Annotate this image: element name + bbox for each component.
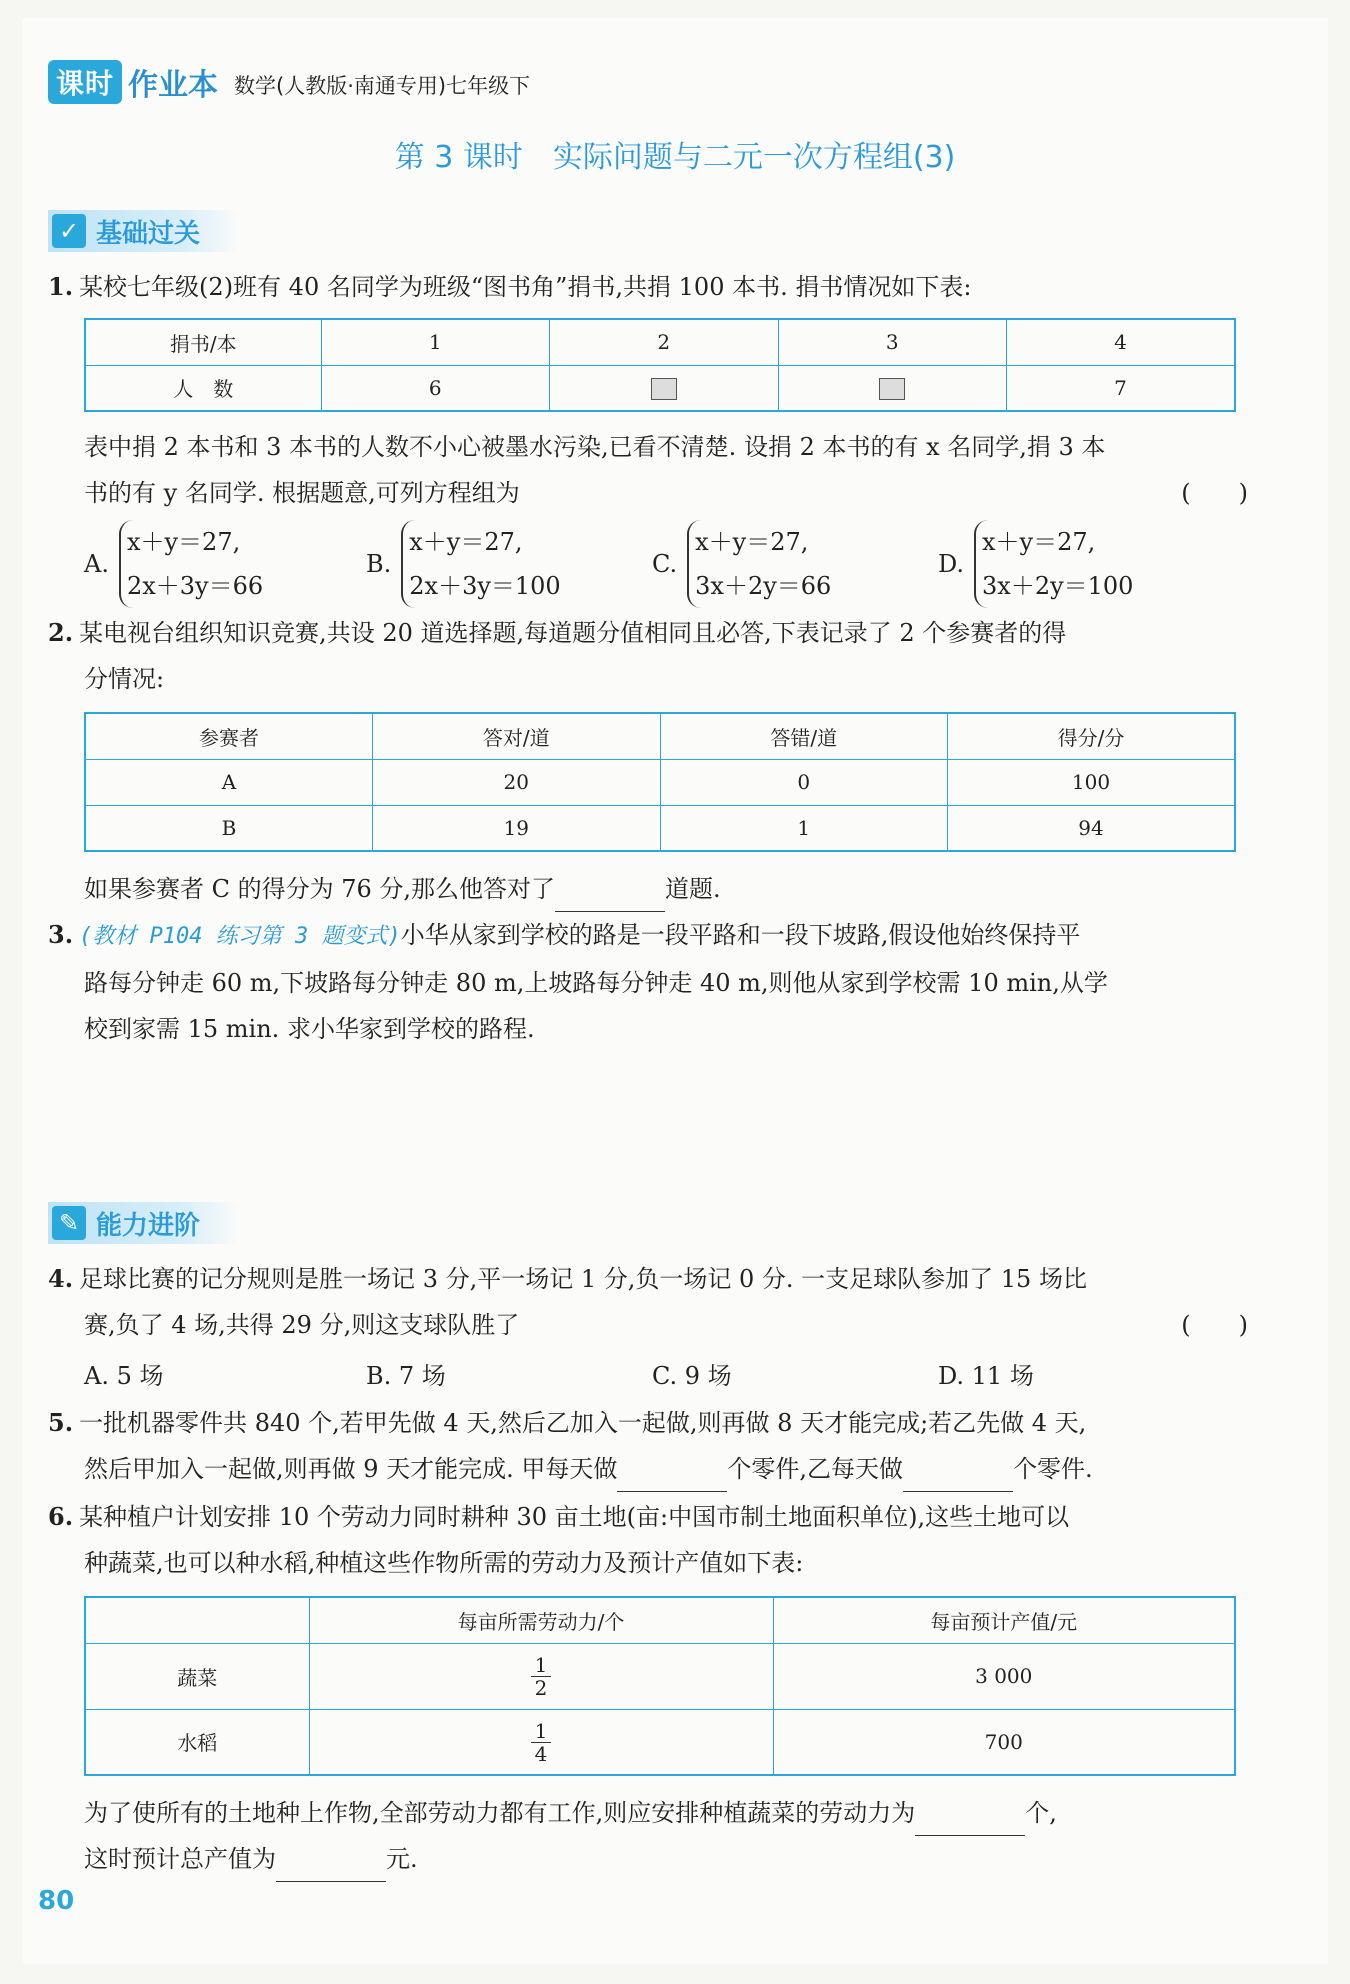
question-number: 6. [48,1502,74,1531]
check-icon: ✓ [52,214,86,248]
table-row [85,319,1235,365]
choice-c[interactable]: C. 9 场 [652,1362,732,1390]
question-text: 个, [1025,1799,1057,1827]
question-text: 如果参赛者 C 的得分为 76 分,那么他答对了 [84,875,556,903]
question-line [84,470,1248,516]
choice-d[interactable]: D. 11 场 [938,1362,1034,1390]
crop-table [84,1596,1236,1776]
section-label: 基础过关 [96,218,201,249]
table-row [85,805,1235,851]
table-cell: 2 [550,319,779,365]
question-text: 某种植户计划安排 10 个劳动力同时耕种 30 亩土地(亩:中国市制土地面积单位),这些土地可以 [79,1503,1070,1531]
question-line [48,1302,1248,1348]
choice-a[interactable] [84,520,263,608]
table-cell: 7 [1007,365,1236,411]
question-text: 分情况: [84,665,165,693]
equation: 3x＋2y＝66 [695,572,832,600]
question-text: 道题. [665,875,721,903]
question-2 [48,610,1248,702]
table-cell: 6 [321,365,550,411]
table-cell: A [85,759,373,805]
question-4 [48,1256,1248,1348]
table-row [85,365,1235,411]
table-header-row [85,1597,1235,1643]
equation: 3x＋2y＝100 [982,572,1134,600]
fraction [531,1720,552,1765]
question-6-fill [84,1790,1248,1882]
answer-blank[interactable] [915,1805,1025,1836]
page-number: 80 [38,1886,75,1916]
table-cell: 0 [660,759,948,805]
fraction [531,1654,552,1699]
row-header: 人 数 [85,365,321,411]
fraction-denominator: 2 [534,1676,548,1700]
fraction-denominator: 4 [534,1741,548,1766]
lesson-title: 第 3 课时 实际问题与二元一次方程组(3) [394,140,956,175]
table-row [85,759,1235,805]
table-cell [778,365,1007,411]
book-header [48,60,530,104]
row-header: 捐书/本 [85,319,321,365]
question-line [84,1790,1248,1836]
column-header: 得分/分 [948,713,1236,759]
answer-blank[interactable] [617,1461,727,1492]
answer-blank[interactable] [903,1461,1013,1492]
choice-c[interactable] [652,520,831,608]
question-line [48,1446,1248,1492]
fraction-numerator: 1 [531,1720,552,1743]
equation-system [119,520,263,608]
answer-blank[interactable] [276,1851,386,1882]
table-cell [550,365,779,411]
table-cell: 100 [948,759,1236,805]
question-number: 3. [48,920,74,949]
question-text: 然后甲加入一起做,则再做 9 天才能完成. 甲每天做 [84,1455,618,1483]
table-cell: 水稻 [85,1709,309,1775]
choice-letter: C. [652,550,678,578]
fraction-numerator: 1 [531,1654,552,1677]
table-cell: 19 [373,805,661,851]
choice-letter: D. [938,550,965,578]
question-text: 为了使所有的土地种上作物,全部劳动力都有工作,则应安排种植蔬菜的劳动力为 [84,1799,916,1827]
equation: x＋y＝27, [409,528,523,556]
answer-paren: ( ) [1181,1311,1248,1339]
column-header: 答对/道 [373,713,661,759]
equation: x＋y＝27, [982,528,1096,556]
question-line [84,1836,1248,1882]
question-number: 4. [48,1264,74,1293]
section-advanced [48,1202,240,1244]
question-text: 足球比赛的记分规则是胜一场记 3 分,平一场记 1 分,负一场记 0 分. 一支足球队参加了 15 场比 [79,1265,1087,1293]
equation: x＋y＝27, [126,528,241,556]
question-text: 个零件,乙每天做 [727,1455,904,1483]
table-cell: 94 [948,805,1236,851]
equation: 2x＋3y＝66 [126,572,264,600]
question-text: 这时预计总产值为 [84,1845,276,1873]
question-text: 路每分钟走 60 m,下坡路每分钟走 80 m,上坡路每分钟走 40 m,则他从家到学校需 10 min,从学 [84,969,1108,997]
table-cell [309,1643,773,1709]
logo-keshi: 课时 [48,60,122,104]
question-number: 2. [48,618,74,647]
choice-b[interactable]: B. 7 场 [366,1362,446,1390]
choice-b[interactable] [366,520,561,608]
ink-smudge-icon [651,378,677,400]
choice-a[interactable]: A. 5 场 [84,1362,164,1390]
donation-table [84,318,1236,412]
textbook-source: (教材 P104 练习第 3 题变式) [79,924,401,949]
equation-system [974,520,1133,608]
question-text: 校到家需 15 min. 求小华家到学校的路程. [84,1015,535,1043]
column-header: 参赛者 [85,713,373,759]
choice-d[interactable] [938,520,1133,608]
book-info: 数学(人教版·南通专用)七年级下 [234,74,531,98]
choice-letter: B. [366,550,392,578]
equation: x＋y＝27, [695,528,809,556]
ink-smudge-icon [879,378,905,400]
question-text: 元. [386,1845,418,1873]
question-text: 某电视台组织知识竞赛,共设 20 道选择题,每道题分值相同且必答,下表记录了 2 个参赛者的得 [79,619,1067,647]
equation: 2x＋3y＝100 [409,572,561,600]
choice-letter: A. [84,550,109,578]
question-text: 某校七年级(2)班有 40 名同学为班级“图书角”捐书,共捐 100 本书. 捐书情况如下表: [79,273,972,301]
question-text: 表中捐 2 本书和 3 本书的人数不小心被墨水污染,已看不清楚. 设捐 2 本书的有 x 名同学,捐 3 本 [84,433,1106,461]
pencil-icon: ✎ [52,1206,86,1240]
table-cell: 3 [778,319,1007,365]
table-cell: 蔬菜 [85,1643,309,1709]
question-5 [48,1400,1248,1492]
question-number: 5. [48,1408,74,1437]
table-cell: 1 [321,319,550,365]
table-cell: 20 [373,759,661,805]
question-number: 1. [48,272,74,301]
table-row [85,1643,1235,1709]
table-cell: B [85,805,373,851]
section-label: 能力进阶 [96,1210,201,1241]
question-text: 种蔬菜,也可以种水稻,种植这些作物所需的劳动力及预计产值如下表: [84,1549,804,1577]
answer-paren: ( ) [1181,479,1248,507]
column-header [85,1597,309,1643]
question-3 [48,912,1248,1052]
book-logo [48,60,218,104]
answer-blank[interactable] [555,881,665,912]
question-1 [48,264,1248,310]
table-cell: 3 000 [773,1643,1235,1709]
question-6 [48,1494,1248,1586]
question-text: 个零件. [1013,1455,1093,1483]
question-2-fill [84,866,1284,912]
question-text: 书的有 y 名同学. 根据题意,可列方程组为 [84,479,520,507]
table-cell: 700 [773,1709,1235,1775]
table-cell: 1 [660,805,948,851]
table-cell: 4 [1007,319,1236,365]
question-1-body [84,424,1248,516]
table-cell [309,1709,773,1775]
question-text: 小华从家到学校的路是一段平路和一段下坡路,假设他始终保持平 [400,921,1081,949]
section-basic [48,210,240,252]
logo-zuoye: 作业本 [128,68,219,103]
equation-system [687,520,831,608]
question-text: 赛,负了 4 场,共得 29 分,则这支球队胜了 [84,1311,520,1339]
question-text: 一批机器零件共 840 个,若甲先做 4 天,然后乙加入一起做,则再做 8 天才能完成;若乙先做 4 天, [79,1409,1087,1437]
table-header-row [85,713,1235,759]
column-header: 答错/道 [660,713,948,759]
column-header: 每亩预计产值/元 [773,1597,1235,1643]
contest-table [84,712,1236,852]
column-header: 每亩所需劳动力/个 [309,1597,773,1643]
equation-system [401,520,560,608]
table-row [85,1709,1235,1775]
